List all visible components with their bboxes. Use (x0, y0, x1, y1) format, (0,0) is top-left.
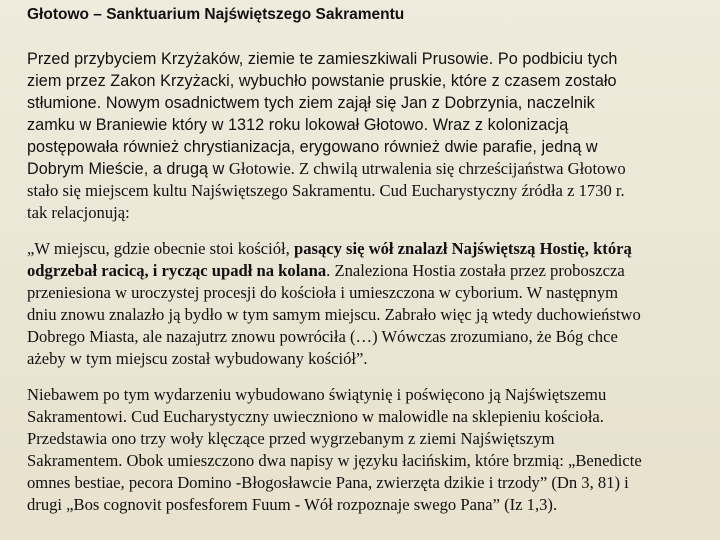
emphasis-segment: pasący się wół znalazł Najświętszą Hostię, którą (293, 239, 632, 258)
text-line: Przedstawia ono trzy woły klęczące przed wygrzebanym z ziemi Najświętszym (27, 429, 555, 448)
text-line: Przed przybyciem Krzyżaków, ziemie te zamieszkiwali Prusowie. Po podbiciu tych (27, 50, 618, 68)
text-line: omnes bestiae, pecora Domino -Błogosławcie Pana, zwierzęta dzikie i trzody” (Dn 3, 81) i (27, 473, 629, 492)
text-line (27, 260, 697, 282)
text-line: Sakramentowi. Cud Eucharystyczny uwieczniono w malowidle na sklepieniu kościoła. (27, 407, 604, 426)
paragraph-gap (27, 224, 697, 238)
text-line: zamku w Braniewie który w 1312 roku lokował Głotowo. Wraz z kolonizacją (27, 116, 569, 134)
text-line: drugi „Bos cognovit posfesforem Fuum - Wół rozpoznaje swego Pana” (Iz 1,3). (27, 495, 558, 514)
text-segment: Głotowie. Z chwilą utrwalenia się chrześcijaństwa Głotowo (228, 159, 626, 178)
text-line: tak relacjonują: (27, 203, 130, 222)
text-line: Sakramentem. Obok umieszczono dwa napisy w języku łacińskim, które brzmią: „Benedicte (27, 451, 642, 470)
paragraph-quote (27, 238, 697, 370)
text-line: ażeby w tym miejscu został wybudowany kościół”. (27, 349, 368, 368)
text-line: dniu znowu znalazło ją bydło w tym samym miejscu. Zabrało więc ją wtedy duchowieństwo (27, 305, 641, 324)
text-segment: „W miejscu, gdzie obecnie stoi kościół, (27, 239, 294, 258)
paragraph-history (27, 48, 697, 224)
text-line: stłumione. Nowym osadnictwem tych ziem zajął się Jan z Dobrzynia, naczelnik (27, 94, 595, 112)
text-line: Dobrego Miasta, ale nazajutrz znowu powróciła (…) Wówczas zrozumiano, że Bóg chce (27, 327, 618, 346)
paragraph-gap (27, 370, 697, 384)
slide-body (27, 48, 697, 516)
text-line: Niebawem po tym wydarzeniu wybudowano świątynię i poświęcono ją Najświętszemu (27, 385, 607, 404)
text-segment: . Znaleziona Hostia została przez proboszcza (326, 261, 625, 280)
text-line: stało się miejscem kultu Najświętszego Sakramentu. Cud Eucharystyczny źródła z 1730 r. (27, 181, 625, 200)
paragraph-painting (27, 384, 697, 516)
text-line (27, 238, 697, 260)
text-segment: Dobrym Mieście, a drugą w (27, 160, 229, 178)
text-line: przeniesiona w uroczystej procesji do kościoła i umieszczona w cyborium. W następnym (27, 283, 619, 302)
slide-title: Głotowo – Sanktuarium Najświętszego Sakramentu (27, 6, 405, 23)
text-line: postępowała również chrystianizacja, erygowano również dwie parafie, jedną w (27, 138, 598, 156)
text-line: ziem przez Zakon Krzyżacki, wybuchło powstanie pruskie, które z czasem zostało (27, 72, 617, 90)
emphasis-segment: odgrzebał racicą, i rycząc upadł na kolana (27, 261, 327, 280)
text-line (27, 158, 697, 180)
